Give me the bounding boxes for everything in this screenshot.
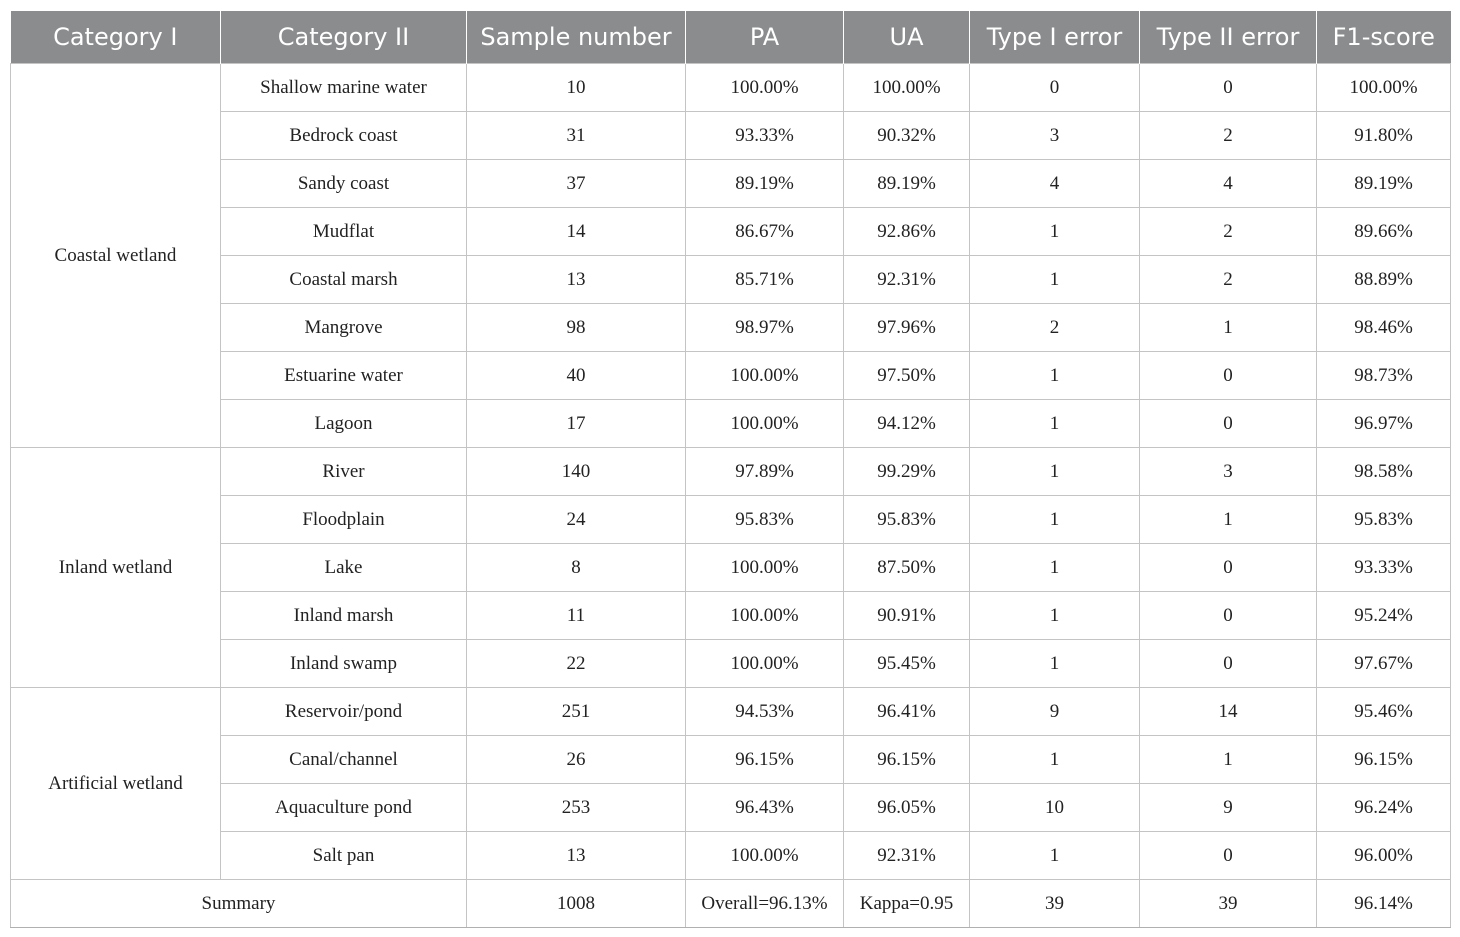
pa-cell: 93.33% xyxy=(686,112,844,160)
header-sample-number: Sample number xyxy=(467,11,686,64)
sample-number-cell: 13 xyxy=(467,256,686,304)
f1-score-cell: 98.58% xyxy=(1317,448,1451,496)
type-ii-error-cell: 1 xyxy=(1140,496,1317,544)
ua-cell: 87.50% xyxy=(844,544,970,592)
table-body xyxy=(11,64,1451,928)
pa-cell: 96.43% xyxy=(686,784,844,832)
type-ii-error-cell: 0 xyxy=(1140,64,1317,112)
category-ii-cell: River xyxy=(221,448,467,496)
table-row xyxy=(11,496,1451,544)
type-ii-error-cell: 0 xyxy=(1140,544,1317,592)
category-ii-cell: Bedrock coast xyxy=(221,112,467,160)
type-ii-error-cell: 14 xyxy=(1140,688,1317,736)
type-ii-error-cell: 3 xyxy=(1140,448,1317,496)
summary-kappa-cell: Kappa=0.95 xyxy=(844,880,970,928)
sample-number-cell: 10 xyxy=(467,64,686,112)
f1-score-cell: 93.33% xyxy=(1317,544,1451,592)
sample-number-cell: 17 xyxy=(467,400,686,448)
sample-number-cell: 22 xyxy=(467,640,686,688)
f1-score-cell: 98.46% xyxy=(1317,304,1451,352)
type-ii-error-cell: 1 xyxy=(1140,736,1317,784)
type-i-error-cell: 1 xyxy=(970,544,1140,592)
pa-cell: 97.89% xyxy=(686,448,844,496)
category-ii-cell: Mudflat xyxy=(221,208,467,256)
sample-number-cell: 37 xyxy=(467,160,686,208)
summary-row xyxy=(11,880,1451,928)
type-i-error-cell: 2 xyxy=(970,304,1140,352)
f1-score-cell: 89.66% xyxy=(1317,208,1451,256)
category-ii-cell: Lagoon xyxy=(221,400,467,448)
ua-cell: 97.96% xyxy=(844,304,970,352)
sample-number-cell: 24 xyxy=(467,496,686,544)
pa-cell: 86.67% xyxy=(686,208,844,256)
category-ii-cell: Floodplain xyxy=(221,496,467,544)
type-i-error-cell: 1 xyxy=(970,208,1140,256)
type-ii-error-cell: 2 xyxy=(1140,112,1317,160)
summary-sample-number-cell: 1008 xyxy=(467,880,686,928)
header-type-i-error: Type I error xyxy=(970,11,1140,64)
header-type-ii-error: Type II error xyxy=(1140,11,1317,64)
table-row xyxy=(11,64,1451,112)
f1-score-cell: 88.89% xyxy=(1317,256,1451,304)
category-ii-cell: Mangrove xyxy=(221,304,467,352)
type-ii-error-cell: 0 xyxy=(1140,592,1317,640)
pa-cell: 95.83% xyxy=(686,496,844,544)
table-row xyxy=(11,112,1451,160)
f1-score-cell: 95.46% xyxy=(1317,688,1451,736)
header-row xyxy=(11,11,1451,64)
f1-score-cell: 100.00% xyxy=(1317,64,1451,112)
f1-score-cell: 95.24% xyxy=(1317,592,1451,640)
ua-cell: 89.19% xyxy=(844,160,970,208)
table-row xyxy=(11,640,1451,688)
type-i-error-cell: 10 xyxy=(970,784,1140,832)
type-ii-error-cell: 0 xyxy=(1140,352,1317,400)
f1-score-cell: 96.00% xyxy=(1317,832,1451,880)
type-ii-error-cell: 9 xyxy=(1140,784,1317,832)
ua-cell: 92.86% xyxy=(844,208,970,256)
sample-number-cell: 251 xyxy=(467,688,686,736)
table-row xyxy=(11,208,1451,256)
f1-score-cell: 97.67% xyxy=(1317,640,1451,688)
category-ii-cell: Aquaculture pond xyxy=(221,784,467,832)
header-category-i: Category I xyxy=(11,11,221,64)
sample-number-cell: 26 xyxy=(467,736,686,784)
type-ii-error-cell: 0 xyxy=(1140,832,1317,880)
header-pa: PA xyxy=(686,11,844,64)
ua-cell: 99.29% xyxy=(844,448,970,496)
category-ii-cell: Shallow marine water xyxy=(221,64,467,112)
category-ii-cell: Inland marsh xyxy=(221,592,467,640)
table-row xyxy=(11,448,1451,496)
sample-number-cell: 40 xyxy=(467,352,686,400)
sample-number-cell: 98 xyxy=(467,304,686,352)
ua-cell: 100.00% xyxy=(844,64,970,112)
table-row xyxy=(11,736,1451,784)
type-i-error-cell: 1 xyxy=(970,400,1140,448)
sample-number-cell: 14 xyxy=(467,208,686,256)
category-i-cell: Artificial wetland xyxy=(11,688,221,880)
type-i-error-cell: 1 xyxy=(970,352,1140,400)
ua-cell: 96.15% xyxy=(844,736,970,784)
table-row xyxy=(11,256,1451,304)
ua-cell: 90.91% xyxy=(844,592,970,640)
table-row xyxy=(11,400,1451,448)
summary-overall-cell: Overall=96.13% xyxy=(686,880,844,928)
header-ua: UA xyxy=(844,11,970,64)
pa-cell: 100.00% xyxy=(686,640,844,688)
pa-cell: 96.15% xyxy=(686,736,844,784)
type-i-error-cell: 1 xyxy=(970,832,1140,880)
table-row xyxy=(11,592,1451,640)
category-ii-cell: Canal/channel xyxy=(221,736,467,784)
sample-number-cell: 8 xyxy=(467,544,686,592)
type-i-error-cell: 1 xyxy=(970,640,1140,688)
sample-number-cell: 140 xyxy=(467,448,686,496)
pa-cell: 100.00% xyxy=(686,400,844,448)
pa-cell: 100.00% xyxy=(686,592,844,640)
ua-cell: 95.83% xyxy=(844,496,970,544)
type-i-error-cell: 1 xyxy=(970,256,1140,304)
table-row xyxy=(11,304,1451,352)
table-row xyxy=(11,688,1451,736)
category-i-cell: Inland wetland xyxy=(11,448,221,688)
table-row xyxy=(11,784,1451,832)
accuracy-table-container xyxy=(10,11,1450,928)
type-i-error-cell: 1 xyxy=(970,736,1140,784)
ua-cell: 92.31% xyxy=(844,832,970,880)
type-i-error-cell: 0 xyxy=(970,64,1140,112)
ua-cell: 90.32% xyxy=(844,112,970,160)
f1-score-cell: 91.80% xyxy=(1317,112,1451,160)
category-ii-cell: Coastal marsh xyxy=(221,256,467,304)
summary-f1-score-cell: 96.14% xyxy=(1317,880,1451,928)
category-ii-cell: Salt pan xyxy=(221,832,467,880)
type-ii-error-cell: 0 xyxy=(1140,640,1317,688)
f1-score-cell: 96.97% xyxy=(1317,400,1451,448)
type-i-error-cell: 1 xyxy=(970,496,1140,544)
type-i-error-cell: 3 xyxy=(970,112,1140,160)
summary-type-ii-error-cell: 39 xyxy=(1140,880,1317,928)
type-i-error-cell: 9 xyxy=(970,688,1140,736)
ua-cell: 92.31% xyxy=(844,256,970,304)
type-ii-error-cell: 1 xyxy=(1140,304,1317,352)
pa-cell: 89.19% xyxy=(686,160,844,208)
pa-cell: 98.97% xyxy=(686,304,844,352)
type-i-error-cell: 1 xyxy=(970,592,1140,640)
f1-score-cell: 95.83% xyxy=(1317,496,1451,544)
category-ii-cell: Lake xyxy=(221,544,467,592)
summary-label-cell: Summary xyxy=(11,880,467,928)
table-row xyxy=(11,544,1451,592)
type-ii-error-cell: 2 xyxy=(1140,208,1317,256)
accuracy-table xyxy=(10,11,1451,928)
sample-number-cell: 31 xyxy=(467,112,686,160)
pa-cell: 100.00% xyxy=(686,64,844,112)
pa-cell: 94.53% xyxy=(686,688,844,736)
pa-cell: 100.00% xyxy=(686,544,844,592)
ua-cell: 94.12% xyxy=(844,400,970,448)
table-header xyxy=(11,11,1451,64)
type-ii-error-cell: 0 xyxy=(1140,400,1317,448)
table-row xyxy=(11,160,1451,208)
type-i-error-cell: 1 xyxy=(970,448,1140,496)
f1-score-cell: 89.19% xyxy=(1317,160,1451,208)
sample-number-cell: 13 xyxy=(467,832,686,880)
f1-score-cell: 96.15% xyxy=(1317,736,1451,784)
type-ii-error-cell: 4 xyxy=(1140,160,1317,208)
f1-score-cell: 98.73% xyxy=(1317,352,1451,400)
f1-score-cell: 96.24% xyxy=(1317,784,1451,832)
sample-number-cell: 11 xyxy=(467,592,686,640)
table-row xyxy=(11,832,1451,880)
summary-type-i-error-cell: 39 xyxy=(970,880,1140,928)
category-ii-cell: Sandy coast xyxy=(221,160,467,208)
type-i-error-cell: 4 xyxy=(970,160,1140,208)
pa-cell: 100.00% xyxy=(686,832,844,880)
ua-cell: 96.41% xyxy=(844,688,970,736)
category-ii-cell: Inland swamp xyxy=(221,640,467,688)
sample-number-cell: 253 xyxy=(467,784,686,832)
ua-cell: 95.45% xyxy=(844,640,970,688)
type-ii-error-cell: 2 xyxy=(1140,256,1317,304)
category-ii-cell: Reservoir/pond xyxy=(221,688,467,736)
ua-cell: 97.50% xyxy=(844,352,970,400)
pa-cell: 100.00% xyxy=(686,352,844,400)
header-category-ii: Category II xyxy=(221,11,467,64)
category-ii-cell: Estuarine water xyxy=(221,352,467,400)
pa-cell: 85.71% xyxy=(686,256,844,304)
table-row xyxy=(11,352,1451,400)
header-f1-score: F1-score xyxy=(1317,11,1451,64)
ua-cell: 96.05% xyxy=(844,784,970,832)
category-i-cell: Coastal wetland xyxy=(11,64,221,448)
